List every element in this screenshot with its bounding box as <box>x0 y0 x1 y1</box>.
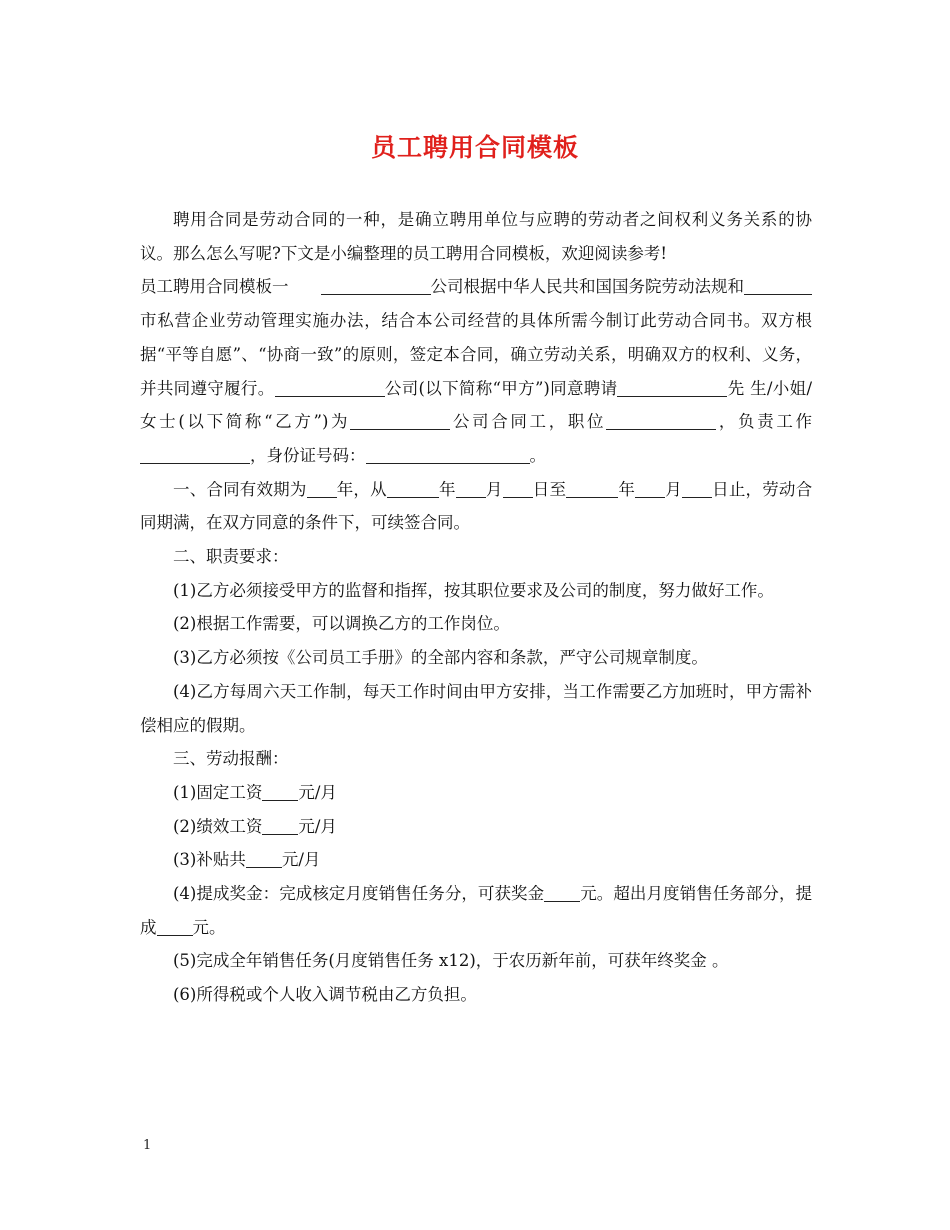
blank-id-number-cont <box>440 446 530 464</box>
blank-company-name-2 <box>275 379 385 397</box>
blank-duty <box>140 446 250 464</box>
clause-2-item: (4)乙方每周六天工作制，每天工作时间由甲方安排，当工作需要乙方加班时，甲方需补偿相应的假期。 <box>140 681 812 735</box>
blank-id-number <box>366 446 440 464</box>
clause-3-item: (1)固定工资 元/月 <box>173 782 337 802</box>
clause-1: 一、合同有效期为 年，从 年 月 日至 年 月 日止，劳动合同期满，在双方同意的条件下，可续签合同。 <box>140 479 813 533</box>
blank-company-name-3 <box>350 413 450 431</box>
clause-2-item: (1)乙方必须接受甲方的监督和指挥，按其职位要求及公司的制度，努力做好工作。 <box>173 580 774 600</box>
clause-2-item: (3)乙方必须按《公司员工手册》的全部内容和条款，严守公司规章制度。 <box>173 648 708 668</box>
clause-3-item: (6)所得税或个人收入调节税由乙方负担。 <box>173 985 477 1005</box>
clause-2-heading: 二、职责要求： <box>173 547 289 567</box>
blank-city <box>744 278 812 296</box>
intro-paragraph: 聘用合同是劳动合同的一种，是确立聘用单位与应聘的劳动者之间权利义务关系的协议。那么怎么写呢?下文是小编整理的员工聘用合同模板，欢迎阅读参考! <box>140 210 812 263</box>
clause-2-item: (2)根据工作需要，可以调换乙方的工作岗位。 <box>173 614 510 634</box>
clause-3-item: (3)补贴共 元/月 <box>173 850 321 870</box>
template-one-paragraph: 员工聘用合同模板一 公司根据中华人民共和国国务院劳动法规和市私营企业劳动管理实施办法，结合本公司经营的具体所需今制订此劳动合同书。双方根据“平等自愿”、“协商一致”的原则，签定本合同，确立劳动关系，明确双方的权利、义务，并共同遵守履行。 公司(以下简称“甲方”)同意聘请 先 生/小姐/女士(以下简称“乙方”)为 公司合同工，职位 ，负责工作，身份证号码： 。 <box>140 277 813 465</box>
clause-3-item: (4)提成奖金：完成核定月度销售任务分，可获奖金 元。超出月度销售任务部分，提成 元。 <box>140 884 812 937</box>
blank-position <box>606 413 716 431</box>
blank-company-name <box>321 278 431 296</box>
clause-3-heading: 三、劳动报酬： <box>173 749 289 769</box>
blank-employee-name <box>617 379 727 397</box>
page-number: 1 <box>143 1138 152 1153</box>
clause-3-item: (5)完成全年销售任务(月度销售任务 x12)，于农历新年前，可获年终奖金 。 <box>173 951 729 971</box>
document-title: 员工聘用合同模板 <box>370 133 579 162</box>
clause-3-item: (2)绩效工资 元/月 <box>173 816 337 836</box>
template-one-heading: 员工聘用合同模板一 <box>140 277 289 297</box>
document-body <box>140 203 812 1012</box>
